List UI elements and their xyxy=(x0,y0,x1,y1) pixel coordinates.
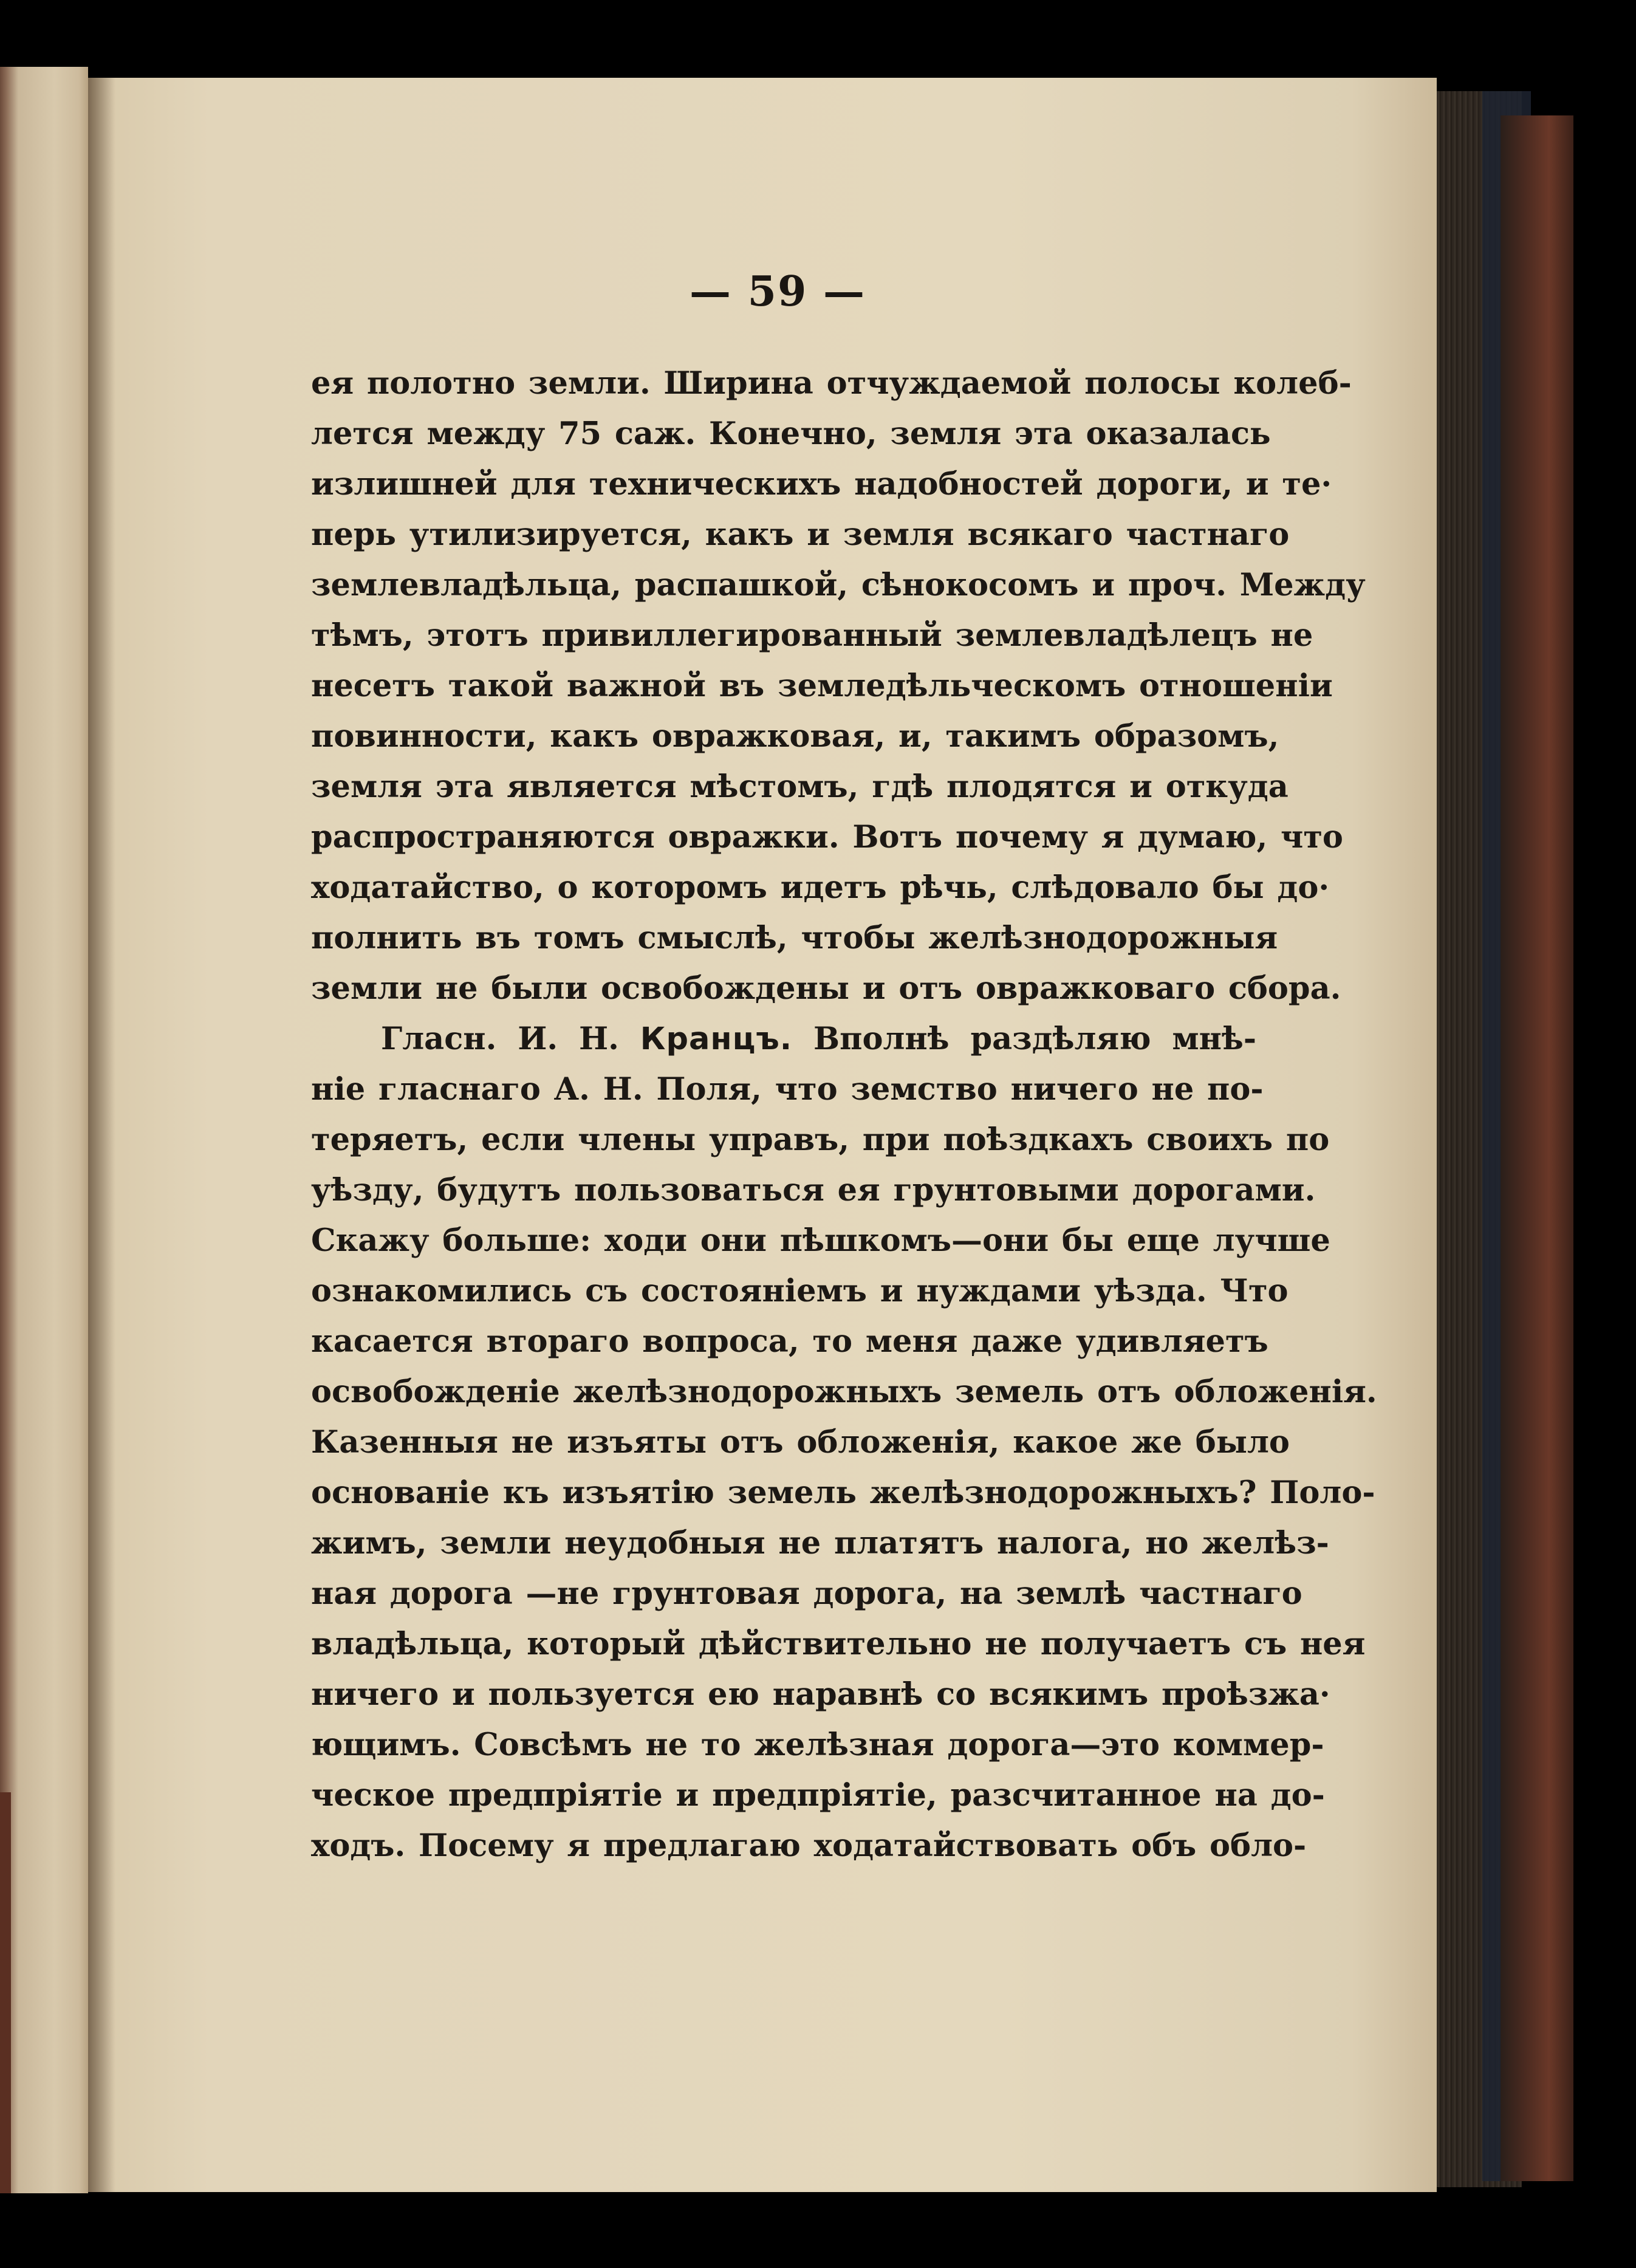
paragraph-start-line xyxy=(311,1014,1256,1064)
text-line: ея полотно земли. Ширина отчуждаемой полосы колеб- xyxy=(311,365,1352,402)
text-line: полнить въ томъ смыслѣ, чтобы желѣзнодорожныя xyxy=(311,920,1278,956)
text-line: перь утилизируется, какъ и земля всякаго частнаго xyxy=(311,516,1290,553)
page-number: — 59 — xyxy=(690,267,866,316)
text-line: Скажу больше: ходи они пѣшкомъ—они бы еще лучше xyxy=(311,1222,1330,1259)
text-line: ходъ. Посему я предлагаю ходатайствовать объ обло- xyxy=(311,1828,1307,1864)
text-line: распространяются овражки. Вотъ почему я думаю, что xyxy=(311,819,1343,855)
text-line: ничего и пользуется ею наравнѣ со всякимъ проѣзжа· xyxy=(311,1676,1330,1713)
left-page-edge xyxy=(0,67,88,2193)
text-line: ная дорога —не грунтовая дорога, на землѣ частнаго xyxy=(311,1575,1302,1612)
text-line: теряетъ, если члены управъ, при поѣздкахъ своихъ по xyxy=(311,1122,1330,1158)
text-line: ознакомились съ состоянiемъ и нуждами уѣзда. Что xyxy=(311,1273,1289,1309)
text-line: ходатайство, о которомъ идетъ рѣчь, слѣдовало бы до· xyxy=(311,869,1330,906)
text-line: ющимъ. Совсѣмъ не то желѣзная дорога—это коммер- xyxy=(311,1727,1324,1763)
text-line: жимъ, земли неудобныя не платятъ налога, но желѣз- xyxy=(311,1525,1329,1561)
text-line: владѣльца, который дѣйствительно не получаетъ съ нея xyxy=(311,1626,1366,1662)
text-line: несетъ такой важной въ земледѣльческомъ отношенiи xyxy=(311,668,1333,704)
text-line: повинности, какъ овражковая, и, такимъ образомъ, xyxy=(311,718,1279,755)
paragraph-first-text: Вполнѣ раздѣляю мнѣ- xyxy=(792,1021,1256,1057)
text-line: ческое предпрiятiе и предпрiятiе, разсчитанное на до- xyxy=(311,1777,1325,1814)
text-line: освобожденiе желѣзнодорожныхъ земель отъ обложенiя. xyxy=(311,1374,1377,1410)
text-line: Казенныя не изъяты отъ обложенiя, какое же было xyxy=(311,1424,1290,1461)
text-line: земля эта является мѣстомъ, гдѣ плодятся и откуда xyxy=(311,769,1289,805)
body-text xyxy=(311,358,1377,1871)
speaker-name: Кранцъ. xyxy=(640,1021,793,1057)
gutter-shadow xyxy=(88,78,115,2192)
left-binding-edge xyxy=(0,1792,11,2193)
text-line: земли не были освобождены и отъ овражковаго сбора. xyxy=(311,970,1341,1007)
text-line: нiе гласнаго А. Н. Поля, что земство ничего не по- xyxy=(311,1071,1264,1108)
text-line: касается втораго вопроса, то меня даже удивляетъ xyxy=(311,1323,1268,1360)
text-line: землевладѣльца, распашкой, сѣнокосомъ и проч. Между xyxy=(311,567,1366,603)
speaker-prefix: Гласн. И. Н. xyxy=(381,1021,640,1057)
text-line: тѣмъ, этотъ привиллегированный землевладѣлецъ не xyxy=(311,617,1313,654)
text-line: уѣзду, будутъ пользоваться ея грунтовыми дорогами. xyxy=(311,1172,1316,1208)
text-line: лется между 75 саж. Конечно, земля эта оказалась xyxy=(311,416,1271,452)
book-cover xyxy=(1501,115,1573,2181)
text-line: основанiе къ изъятiю земель желѣзнодорожныхъ? Поло- xyxy=(311,1475,1375,1511)
text-line: излишней для техническихъ надобностей дороги, и те· xyxy=(311,466,1332,502)
